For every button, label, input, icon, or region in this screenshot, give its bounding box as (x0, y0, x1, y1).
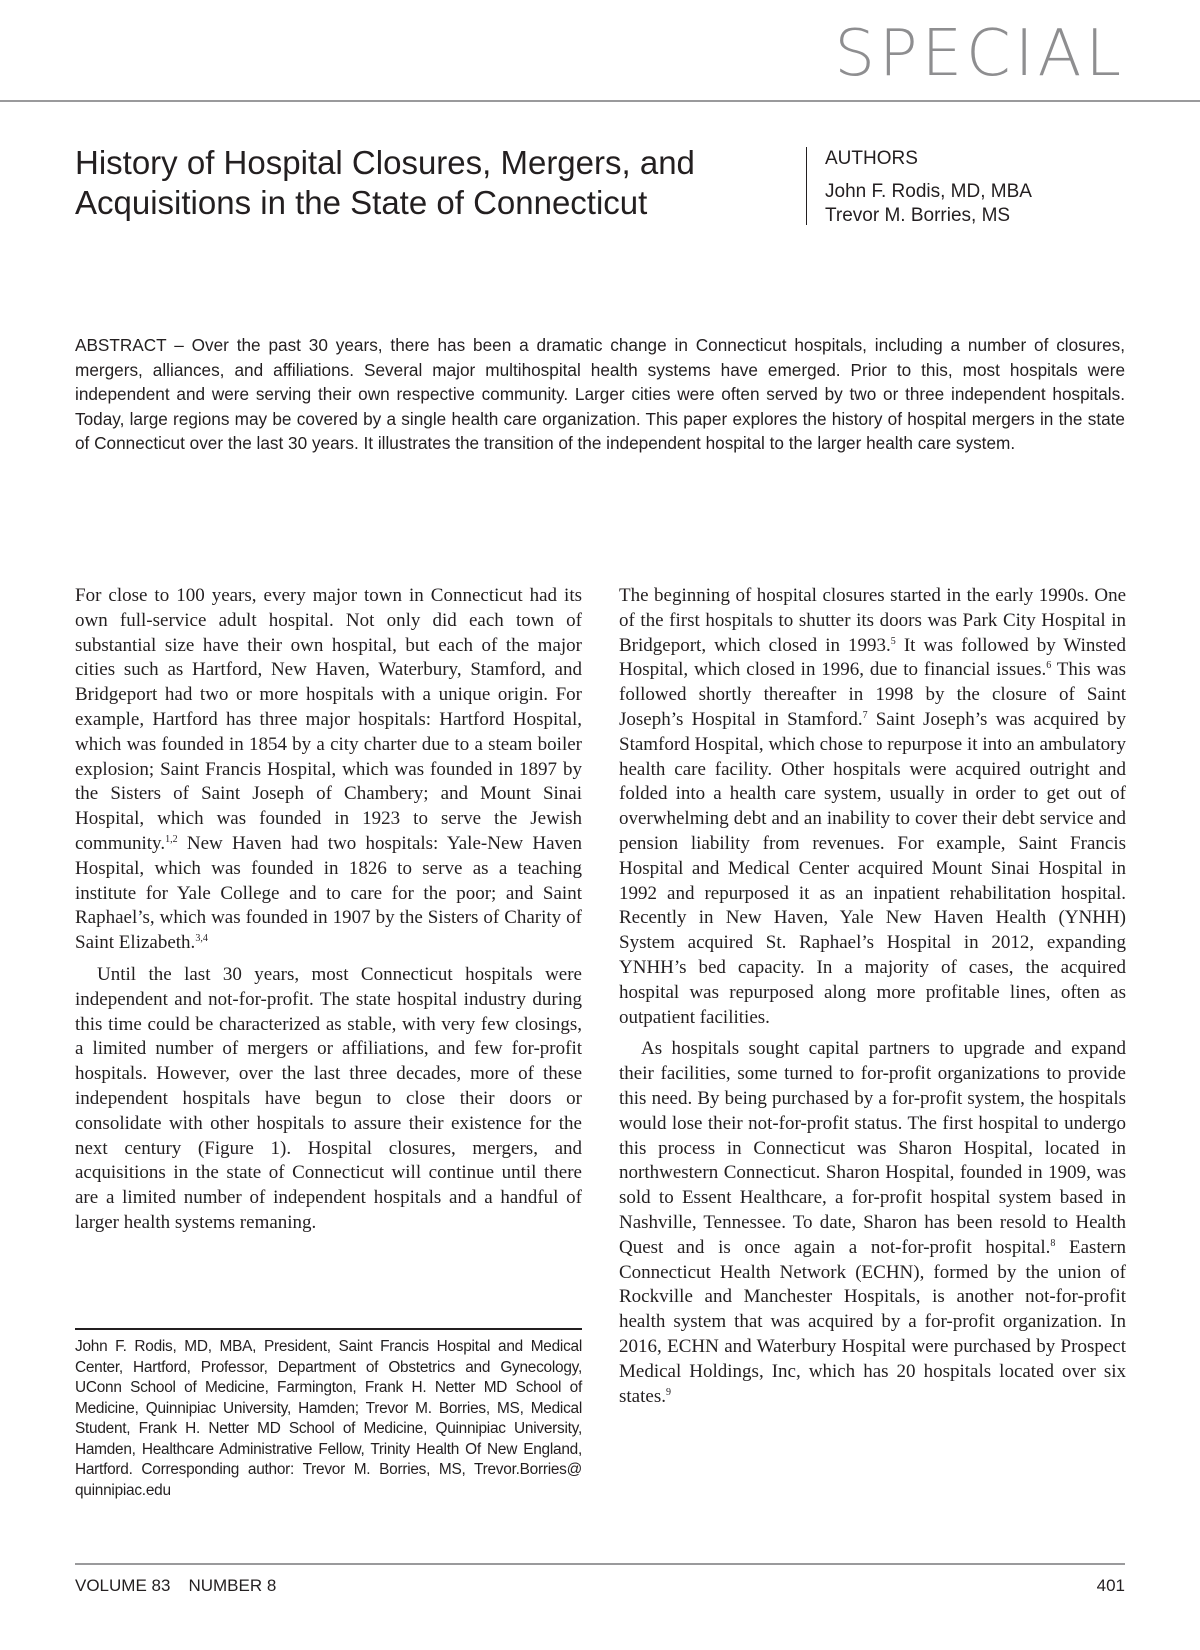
author-footnote: John F. Rodis, MD, MBA, President, Saint Francis Hospital and Medical Center, Hartford, Professor, Department of Obstetrics and Gynecology, UConn School of Medicine, Farmington, Frank H. Netter MD School of Medicine, Quinnipiac University, Hamden; Trevor M. Borries, MS, Medical Student, Frank H. Netter MD School of Medicine, Quinnipiac University, Hamden, Healthcare Administrative Fellow, Trinity Health Of New England, Hartford. Corresponding author: Trevor M. Borries, MS, Trevor.Borries@ quinnipiac.edu (75, 1338, 582, 1499)
citation: 3,4 (195, 933, 208, 945)
citation: 1,2 (165, 833, 178, 845)
body-paragraph: The beginning of hospital closures started in the early 1990s. One of the first hospitals to shutter its doors was Park City Hospital in Bridgeport, which closed in 1993.$^5$ It was followed by Winsted Hospital, which closed in 1996, due to financial issues.$^6$ This was followed shortly thereafter in 1998 by the closure of Saint Joseph’s Hospital in Stamford.$^7$ Saint Joseph’s was acquired by Stamford Hospital, which chose to repurpose it into an ambulatory health care facility. Other hospitals were acquired outright and folded into a health care system, usually in order to get out of overwhelming debt and an inability to cover their debt service and pension liability from revenues. For example, Saint Francis Hospital and Medical Center acquired Mount Sinai Hospital in 1992 and repurposed it as an inpatient rehabilitation hospital. Recently in New Haven, Yale New Haven Health (YNHH) System acquired St. Raphael’s Hospital in 2012, expanding YNHH’s bed capacity. In a majority of cases, the acquired hospital was repurposed along more profitable lines, often as outpatient facilities. (619, 585, 1126, 1028)
number-label: NUMBER 8 (188, 1576, 277, 1595)
section-label: SPECIAL (834, 17, 1125, 91)
volume-label: VOLUME 83 (75, 1576, 171, 1595)
journal-issue (75, 1575, 276, 1597)
footer-rule (75, 1563, 1125, 1565)
abstract: ABSTRACT – Over the past 30 years, there has been a dramatic change in Connecticut hospitals, including a number of closures, mergers, alliances, and affiliations. Several major multihospital health systems have emerged. Prior to this, most hospitals were independent and were serving their own respective community. Larger cities were often served by two or three independent hospitals. Today, large regions may be covered by a single health care organization. This paper explores the history of hospital mergers in the state of Connecticut over the last 30 years. It illustrates the transition of the independent hospital to the larger health care system. (75, 335, 1125, 454)
citation: 6 (1046, 660, 1052, 672)
authors-label: AUTHORS (825, 148, 918, 169)
citation: 9 (665, 1386, 671, 1398)
citation: 5 (890, 635, 896, 647)
article-title: History of Hospital Closures, Mergers, and Acquisitions in the State of Connecticut (75, 144, 695, 221)
body-paragraph: Until the last 30 years, most Connecticut hospitals were independent and not-for-profit. The state hospital industry during this time could be characterized as stable, with very few closings, a limited number of mergers or affiliations, and few for-profit hospitals. However, over the last three decades, more of these independent hospitals have begun to close their doors or consolidate with other hospitals to assure their existence for the next century (Figure 1). Hospital closures, mergers, and acquisitions in the state of Connecticut will continue until there are a limited number of independent hospitals and a handful of larger health systems remaning. (75, 963, 582, 1233)
body-column-right (619, 584, 1126, 1409)
body-column-left (75, 584, 582, 1236)
footnote-rule (75, 1328, 582, 1330)
page-number: 401 (1096, 1576, 1125, 1595)
author-name: Trevor M. Borries, MS (825, 205, 1011, 226)
authors-block (806, 147, 1032, 225)
body-paragraph: For close to 100 years, every major town in Connecticut had its own full-service adult hospital. Not only did each town of substantial size have their own hospital, but each of the major cities such as Hartford, New Haven, Waterbury, Stamford, and Bridgeport had two or more hospitals with a unique origin. For example, Hartford has three major hospitals: Hartford Hospital, which was founded in 1854 by a city charter due to a steam boiler explosion; Saint Francis Hospital, which was founded in 1897 by the Sisters of Saint Joseph of Chambery; and Mount Sinai Hospital, which was founded in 1923 to serve the Jewish community.$^{1,2}$ New Haven had two hospitals: Yale-New Haven Hospital, which was founded in 1826 to serve as a teaching institute for Yale College and to care for the poor; and Saint Raphael’s, which was founded in 1907 by the Sisters of Charity of Saint Elizabeth.$^{3,4}$ (75, 585, 582, 954)
author-name: John F. Rodis, MD, MBA (825, 181, 1032, 202)
body-paragraph: As hospitals sought capital partners to upgrade and expand their facilities, some turned to for-profit organizations to provide this need. By being purchased by a for-profit system, the hospitals would lose their not-for-profit status. The first hospital to undergo this process in Connecticut was Sharon Hospital, located in northwestern Connecticut. Sharon Hospital, founded in 1909, was sold to Essent Healthcare, a for-profit hospital system based in Nashville, Tennessee. To date, Sharon has been resold to Health Quest and is once again a not-for-profit hospital.$^8$ Eastern Connecticut Health Network (ECHN), formed by the union of Rockville and Manchester Hospitals, is another not-for-profit health system that was acquired by a for-profit organization. In 2016, ECHN and Waterbury Hospital were purchased by Prospect Medical Holdings, Inc, which has 20 hospitals located over six states.$^9$ (619, 1038, 1126, 1407)
citation: 7 (862, 709, 868, 721)
header-rule (0, 100, 1200, 102)
citation: 8 (1050, 1237, 1056, 1249)
